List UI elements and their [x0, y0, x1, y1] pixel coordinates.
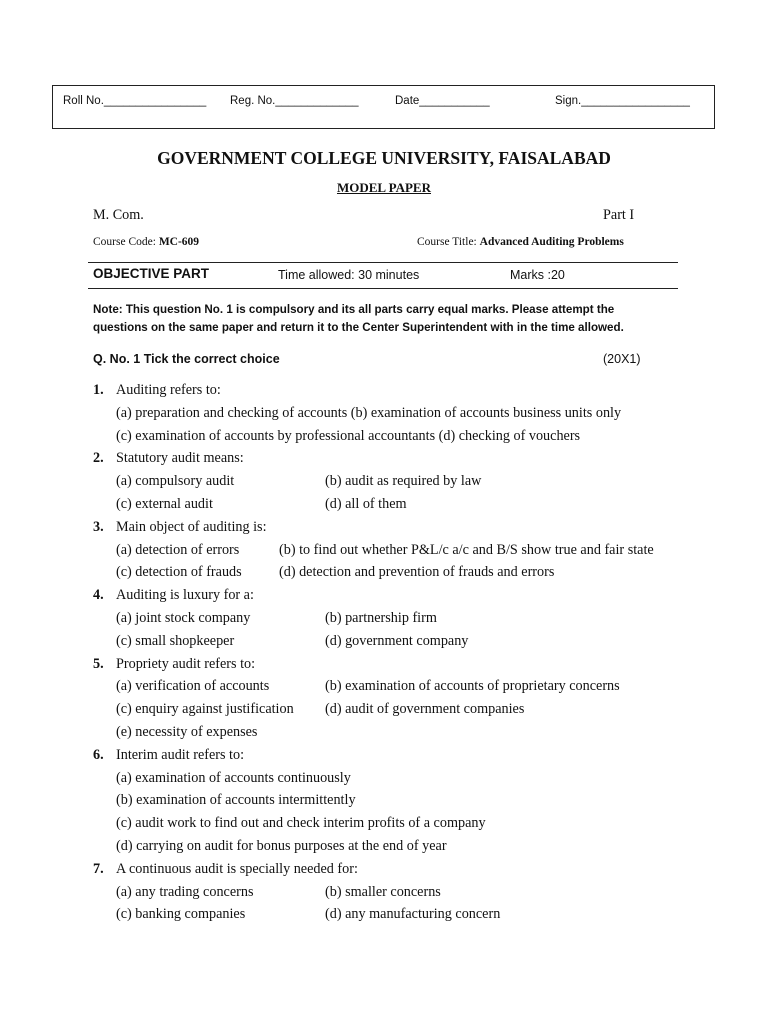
answer-option[interactable]: (a) joint stock company	[116, 610, 251, 626]
question-text: Statutory audit means:	[116, 450, 244, 467]
answer-option[interactable]: (a) examination of accounts continuously	[116, 769, 351, 786]
instructions-note	[93, 301, 624, 337]
answer-option[interactable]: (b) to find out whether P&L/c a/c and B/S show true and fair state	[279, 541, 654, 558]
answer-option[interactable]: (c) enquiry against justification	[116, 701, 294, 718]
answer-option[interactable]: (d) audit of government companies	[325, 701, 525, 718]
answer-option[interactable]: (b) examination of accounts of proprietary concerns	[325, 678, 620, 695]
answer-option[interactable]: (d) government company	[325, 632, 469, 649]
degree-label: M. Com.	[93, 207, 144, 223]
answer-option[interactable]: (c) examination of accounts by professional accountants (d) checking of vouchers	[116, 427, 581, 444]
answer-option[interactable]: (b) audit as required by law	[325, 473, 482, 490]
question-text: Auditing refers to:	[116, 382, 221, 398]
section-title: OBJECTIVE PART	[93, 266, 210, 281]
question-number: 3.	[93, 518, 104, 535]
answer-option[interactable]: (a) preparation and checking of accounts (b) examination of accounts business units only	[116, 404, 622, 421]
answer-option[interactable]: (a) any trading concerns	[116, 883, 254, 900]
question-text: Interim audit refers to:	[116, 746, 245, 763]
question-1-marks: (20X1)	[603, 352, 641, 366]
question-number: 5.	[93, 655, 104, 672]
question-number: 1.	[93, 382, 104, 398]
candidate-info-box	[52, 85, 715, 129]
question-text: Propriety audit refers to:	[116, 655, 256, 672]
total-marks: Marks :20	[510, 268, 565, 282]
answer-option[interactable]: (c) detection of frauds	[116, 564, 242, 581]
question-text: Auditing is luxury for a:	[116, 587, 254, 604]
course-title-label: Course Title:	[417, 236, 480, 248]
question-text: Main object of auditing is:	[116, 518, 267, 535]
answer-option[interactable]: (b) examination of accounts intermittently	[116, 792, 356, 809]
answer-option[interactable]: (a) detection of errors	[116, 541, 240, 558]
answer-option[interactable]: (b) partnership firm	[325, 610, 437, 626]
answer-option[interactable]: (c) audit work to find out and check interim profits of a company	[116, 815, 486, 832]
answer-option[interactable]: (d) detection and prevention of frauds and errors	[279, 564, 555, 581]
course-code-label: Course Code:	[93, 236, 159, 248]
answer-option[interactable]: (a) compulsory audit	[116, 473, 235, 490]
answer-option[interactable]: (d) any manufacturing concern	[325, 906, 501, 923]
answer-option[interactable]: (a) verification of accounts	[116, 678, 270, 695]
question-text: A continuous audit is specially needed for:	[116, 860, 358, 877]
course-code-value: MC-609	[158, 236, 200, 248]
question-number: 6.	[93, 746, 104, 763]
question-1-label: Q. No. 1 Tick the correct choice	[93, 352, 280, 366]
course-title	[417, 236, 624, 248]
answer-option[interactable]: (c) small shopkeeper	[116, 632, 235, 649]
answer-option[interactable]: (e) necessity of expenses	[116, 724, 258, 740]
section-bottom-rule	[88, 288, 678, 289]
date-field[interactable]: Date___________	[395, 95, 490, 107]
answer-option[interactable]: (c) banking companies	[116, 906, 246, 923]
part-label: Part I	[603, 207, 635, 223]
note-line-1: Note: This question No. 1 is compulsory and its all parts carry equal marks. Please attempt the	[93, 303, 615, 316]
university-title: GOVERNMENT COLLEGE UNIVERSITY, FAISALABAD	[157, 148, 611, 168]
paper-type-heading	[0, 180, 768, 196]
paper-type-text: MODEL PAPER	[336, 180, 431, 195]
question-number: 2.	[93, 450, 104, 467]
note-line-2: questions on the same paper and return it to the Center Superintendent with in the time allowed.	[93, 321, 624, 334]
answer-option[interactable]: (b) smaller concerns	[325, 883, 441, 900]
section-top-rule	[88, 262, 678, 263]
answer-option[interactable]: (d) all of them	[325, 496, 407, 512]
course-title-value: Advanced Auditing Problems	[479, 236, 624, 248]
question-number: 7.	[93, 860, 104, 877]
sign-field[interactable]: Sign._________________	[555, 95, 690, 107]
answer-option[interactable]: (c) external audit	[116, 496, 213, 512]
time-allowed: Time allowed: 30 minutes	[278, 268, 420, 282]
answer-option[interactable]: (d) carrying on audit for bonus purposes at the end of year	[116, 838, 447, 854]
roll-no-field[interactable]: Roll No.________________	[63, 95, 207, 107]
question-1-heading	[93, 352, 280, 366]
reg-no-field[interactable]: Reg. No._____________	[230, 95, 359, 107]
question-number: 4.	[93, 587, 104, 604]
course-code	[93, 236, 199, 248]
